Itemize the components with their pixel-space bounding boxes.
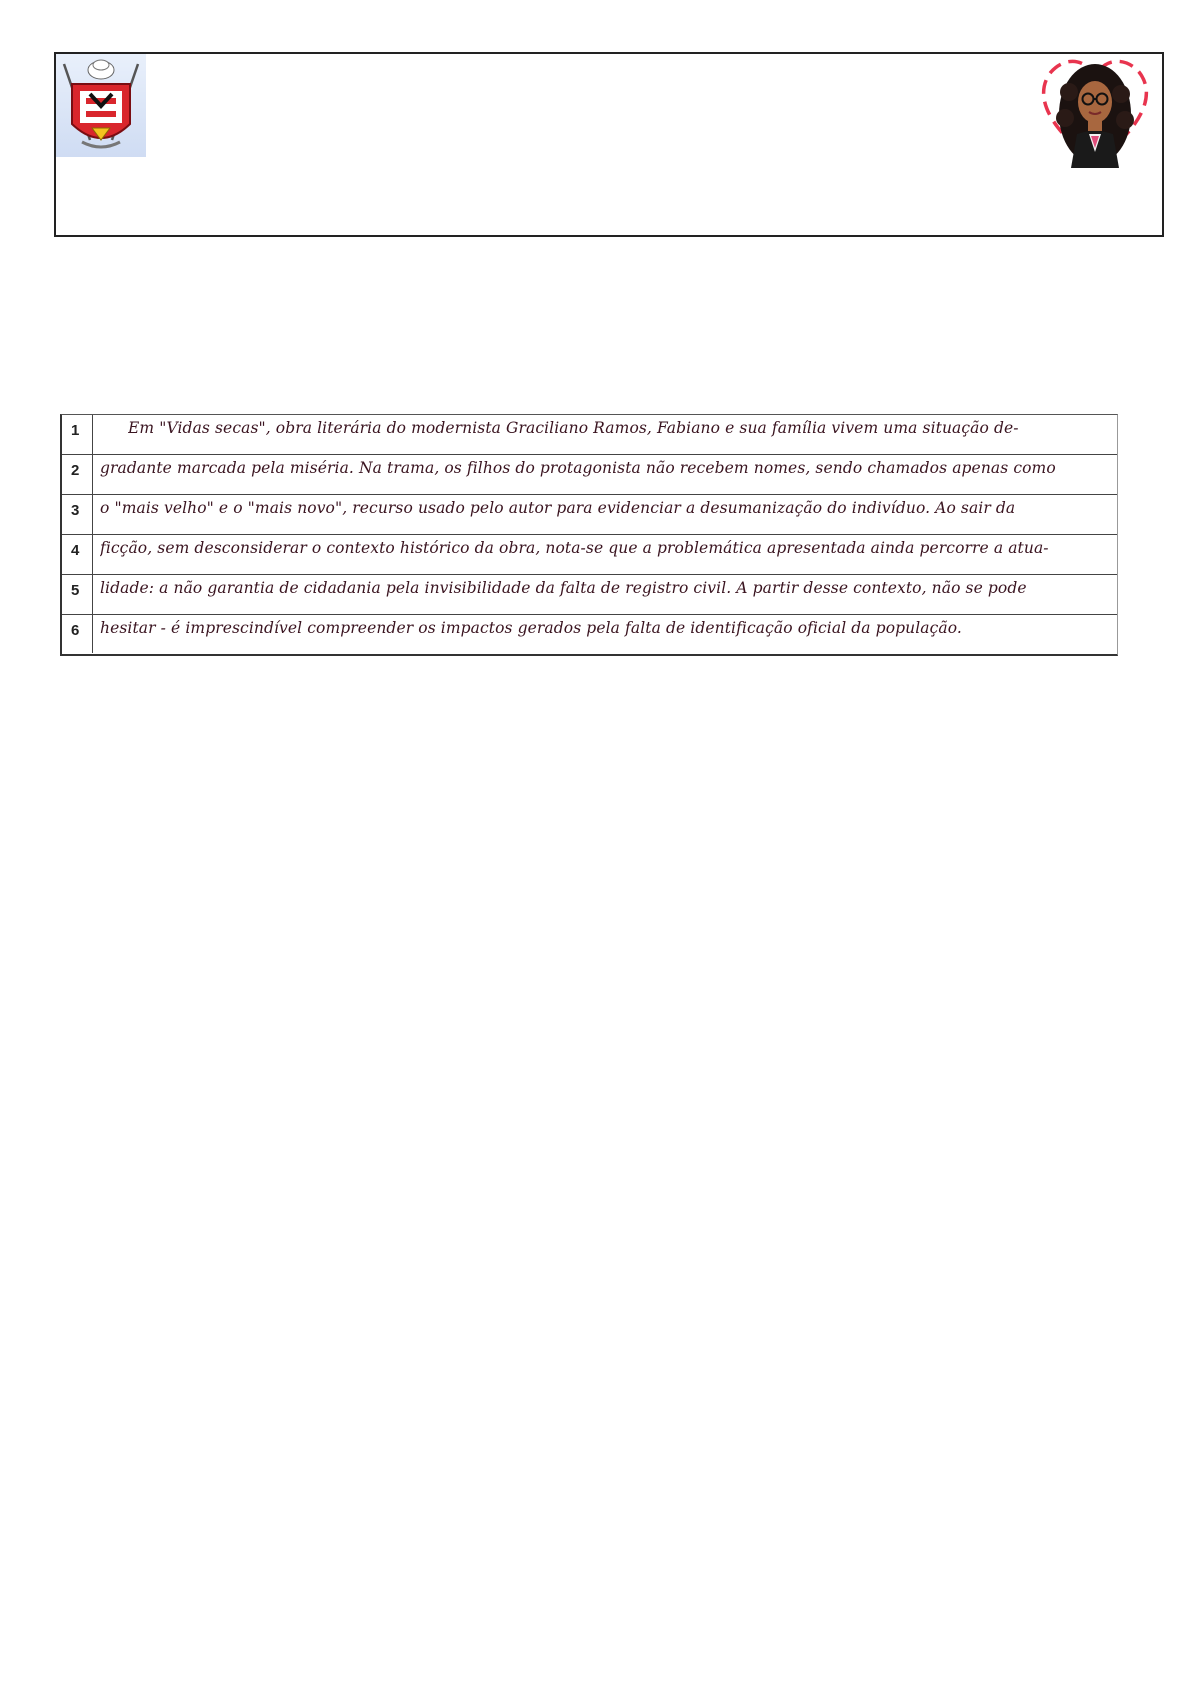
- school-crest-logo: [56, 54, 146, 157]
- essay-line: [62, 615, 1117, 653]
- handwritten-line-text: lidade: a não garantia de cidadania pela invisibilidade da falta de registro civil. A partir desse contexto, não se pode: [100, 579, 1027, 597]
- line-number: 3: [62, 495, 93, 534]
- line-number: 6: [62, 615, 93, 653]
- handwritten-line-text: hesitar - é imprescindível compreender os impactos gerados pela falta de identificação oficial da população.: [100, 619, 962, 637]
- essay-line: [62, 495, 1117, 535]
- handwritten-line-text: o "mais velho" e o "mais novo", recurso usado pelo autor para evidenciar a desumanização do indivíduo. Ao sair da: [100, 499, 1016, 517]
- line-number: 5: [62, 575, 93, 614]
- essay-line: [62, 535, 1117, 575]
- header-box: [54, 52, 1164, 237]
- line-number: 1: [62, 415, 93, 454]
- essay-line: [62, 575, 1117, 615]
- line-number: 2: [62, 455, 93, 494]
- handwritten-line-text: ficção, sem desconsiderar o contexto histórico da obra, nota-se que a problemática apresentada ainda percorre a atua-: [100, 539, 1049, 557]
- essay-line: [62, 455, 1117, 495]
- bitmoji-avatar-with-heart: [1035, 52, 1155, 168]
- essay-line: [62, 415, 1117, 455]
- handwritten-line-text: gradante marcada pela miséria. Na trama, os filhos do protagonista não recebem nomes, sendo chamados apenas como: [100, 459, 1056, 477]
- line-number: 4: [62, 535, 93, 574]
- essay-answer-sheet: [60, 414, 1118, 656]
- handwritten-line-text: Em "Vidas secas", obra literária do modernista Graciliano Ramos, Fabiano e sua família vivem uma situação de-: [128, 419, 1019, 437]
